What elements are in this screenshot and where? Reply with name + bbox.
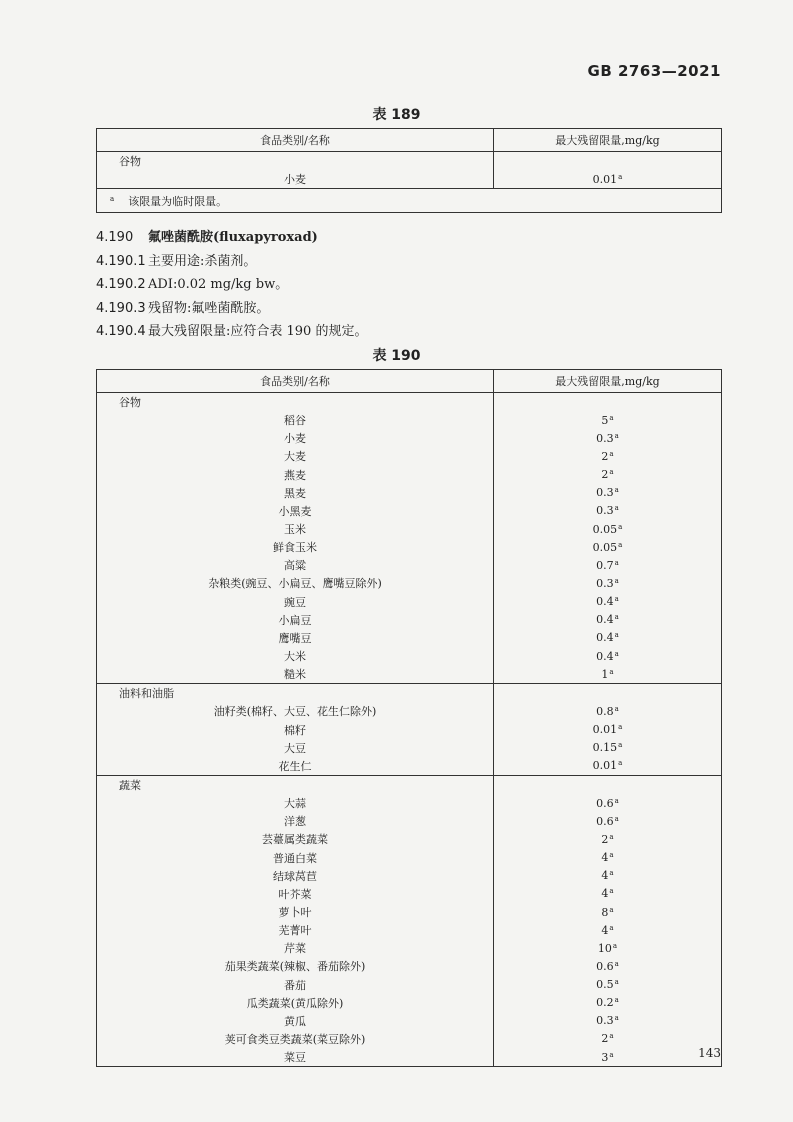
table-row xyxy=(97,757,722,776)
table-row xyxy=(97,957,722,975)
table-row xyxy=(97,794,722,812)
table-row xyxy=(97,1048,722,1067)
food-name-cell: 芹菜 xyxy=(97,939,494,957)
table-row xyxy=(97,976,722,994)
table-row xyxy=(97,520,722,538)
limit-value-cell: 2$^a$ xyxy=(494,466,722,484)
food-name-cell: 结球莴苣 xyxy=(97,867,494,885)
table-row xyxy=(97,556,722,574)
table-row xyxy=(97,611,722,629)
clause-item: 4.190.3 残留物:氟唑菌酰胺。 xyxy=(96,301,270,316)
table-row xyxy=(97,629,722,647)
limit-value-cell: 0.2$^a$ xyxy=(494,994,722,1012)
table-row xyxy=(97,903,722,921)
table-row xyxy=(97,647,722,665)
food-name-cell: 鲜食玉米 xyxy=(97,538,494,556)
limit-value-cell: 0.6$^a$ xyxy=(494,957,722,975)
food-name-cell: 小扁豆 xyxy=(97,611,494,629)
food-name-cell: 番茄 xyxy=(97,976,494,994)
clause-item: 4.190.4 最大残留限量:应符合表 190 的规定。 xyxy=(96,324,368,339)
limit-value-cell: 0.6$^a$ xyxy=(494,812,722,830)
food-name-cell: 玉米 xyxy=(97,520,494,538)
table-row xyxy=(97,484,722,502)
column-header-value: 最大残留限量,mg/kg xyxy=(494,370,722,393)
table-189 xyxy=(96,128,722,213)
limit-value-cell: 10$^a$ xyxy=(494,939,722,957)
limit-value-cell: 0.4$^a$ xyxy=(494,629,722,647)
table-row xyxy=(97,939,722,957)
limit-value-cell: 0.6$^a$ xyxy=(494,794,722,812)
table-189-caption: 表 189 xyxy=(372,107,421,123)
food-name-cell: 高粱 xyxy=(97,556,494,574)
table-row xyxy=(97,538,722,556)
table-row xyxy=(97,921,722,939)
food-name-cell: 茄果类蔬菜(辣椒、番茄除外) xyxy=(97,957,494,975)
limit-value-cell: 8$^a$ xyxy=(494,903,722,921)
table-row xyxy=(97,1030,722,1048)
food-name-cell: 荚可食类豆类蔬菜(菜豆除外) xyxy=(97,1030,494,1048)
food-name-cell: 小麦 xyxy=(97,170,494,189)
food-name-cell: 萝卜叶 xyxy=(97,903,494,921)
table-row xyxy=(97,830,722,848)
table-row xyxy=(97,429,722,447)
food-name-cell: 豌豆 xyxy=(97,593,494,611)
table-row xyxy=(97,849,722,867)
food-name-cell: 芜菁叶 xyxy=(97,921,494,939)
food-name-cell: 鹰嘴豆 xyxy=(97,629,494,647)
limit-value-cell: 2$^a$ xyxy=(494,447,722,465)
limit-value-cell: 0.01$^a$ xyxy=(494,170,722,189)
table-row xyxy=(97,502,722,520)
category-cell: 谷物 xyxy=(97,152,494,171)
limit-value-cell: 0.4$^a$ xyxy=(494,611,722,629)
table-row xyxy=(97,812,722,830)
column-header-name: 食品类别/名称 xyxy=(97,129,494,152)
table-190-caption: 表 190 xyxy=(372,348,421,364)
limit-value-cell: 0.01$^a$ xyxy=(494,757,722,776)
column-header-name: 食品类别/名称 xyxy=(97,370,494,393)
food-name-cell: 洋葱 xyxy=(97,812,494,830)
food-name-cell: 杂粮类(豌豆、小扁豆、鹰嘴豆除外) xyxy=(97,574,494,592)
food-name-cell: 叶芥菜 xyxy=(97,885,494,903)
table-190 xyxy=(96,369,722,1067)
limit-value-cell: 0.4$^a$ xyxy=(494,647,722,665)
table-row xyxy=(97,665,722,684)
limit-value-cell: 0.4$^a$ xyxy=(494,593,722,611)
table-row xyxy=(97,721,722,739)
food-name-cell: 花生仁 xyxy=(97,757,494,776)
clause-item: 4.190.1 主要用途:杀菌剂。 xyxy=(96,254,257,269)
category-cell: 蔬菜 xyxy=(97,775,494,794)
clause-item: 4.190.2 ADI:0.02 mg/kg bw。 xyxy=(96,277,289,292)
food-name-cell: 小麦 xyxy=(97,429,494,447)
food-name-cell: 大豆 xyxy=(97,739,494,757)
limit-value-cell: 0.3$^a$ xyxy=(494,1012,722,1030)
table-row xyxy=(97,885,722,903)
food-name-cell: 棉籽 xyxy=(97,721,494,739)
limit-value-cell: 0.15$^a$ xyxy=(494,739,722,757)
category-cell: 油料和油脂 xyxy=(97,684,494,703)
food-name-cell: 油籽类(棉籽、大豆、花生仁除外) xyxy=(97,702,494,720)
food-name-cell: 大蒜 xyxy=(97,794,494,812)
document-code: GB 2763—2021 xyxy=(587,62,721,80)
limit-value-cell: 0.01$^a$ xyxy=(494,721,722,739)
food-name-cell: 糙米 xyxy=(97,665,494,684)
food-name-cell: 瓜类蔬菜(黄瓜除外) xyxy=(97,994,494,1012)
table-row xyxy=(97,702,722,720)
table-row xyxy=(97,574,722,592)
table-row xyxy=(97,994,722,1012)
limit-value-cell: 0.5$^a$ xyxy=(494,976,722,994)
table-row xyxy=(97,466,722,484)
table-row xyxy=(97,411,722,429)
section-heading: 4.190 氟唑菌酰胺(fluxapyroxad) xyxy=(96,230,318,245)
limit-value-cell: 4$^a$ xyxy=(494,867,722,885)
food-name-cell: 菜豆 xyxy=(97,1048,494,1067)
limit-value-cell: 0.3$^a$ xyxy=(494,502,722,520)
limit-value-cell: 5$^a$ xyxy=(494,411,722,429)
table-row xyxy=(97,593,722,611)
food-name-cell: 黑麦 xyxy=(97,484,494,502)
page-number: 143 xyxy=(698,1046,721,1060)
limit-value-cell: 2$^a$ xyxy=(494,1030,722,1048)
table-footnote: $^a$ 该限量为临时限量。 xyxy=(97,189,722,213)
limit-value-cell: 0.7$^a$ xyxy=(494,556,722,574)
table-row xyxy=(97,867,722,885)
limit-value-cell: 0.05$^a$ xyxy=(494,520,722,538)
limit-value-cell: 0.3$^a$ xyxy=(494,484,722,502)
limit-value-cell: 4$^a$ xyxy=(494,921,722,939)
limit-value-cell: 0.3$^a$ xyxy=(494,574,722,592)
table-row xyxy=(97,1012,722,1030)
food-name-cell: 黄瓜 xyxy=(97,1012,494,1030)
food-name-cell: 燕麦 xyxy=(97,466,494,484)
limit-value-cell: 2$^a$ xyxy=(494,830,722,848)
food-name-cell: 小黑麦 xyxy=(97,502,494,520)
limit-value-cell: 1$^a$ xyxy=(494,665,722,684)
limit-value-cell: 0.8$^a$ xyxy=(494,702,722,720)
limit-value-cell: 4$^a$ xyxy=(494,849,722,867)
table-row xyxy=(97,739,722,757)
food-name-cell: 普通白菜 xyxy=(97,849,494,867)
column-header-value: 最大残留限量,mg/kg xyxy=(494,129,722,152)
limit-value-cell: 4$^a$ xyxy=(494,885,722,903)
food-name-cell: 大米 xyxy=(97,647,494,665)
food-name-cell: 稻谷 xyxy=(97,411,494,429)
category-cell: 谷物 xyxy=(97,393,494,412)
food-name-cell: 芸薹属类蔬菜 xyxy=(97,830,494,848)
limit-value-cell: 3$^a$ xyxy=(494,1048,722,1067)
food-name-cell: 大麦 xyxy=(97,447,494,465)
limit-value-cell: 0.05$^a$ xyxy=(494,538,722,556)
table-row xyxy=(97,447,722,465)
limit-value-cell: 0.3$^a$ xyxy=(494,429,722,447)
